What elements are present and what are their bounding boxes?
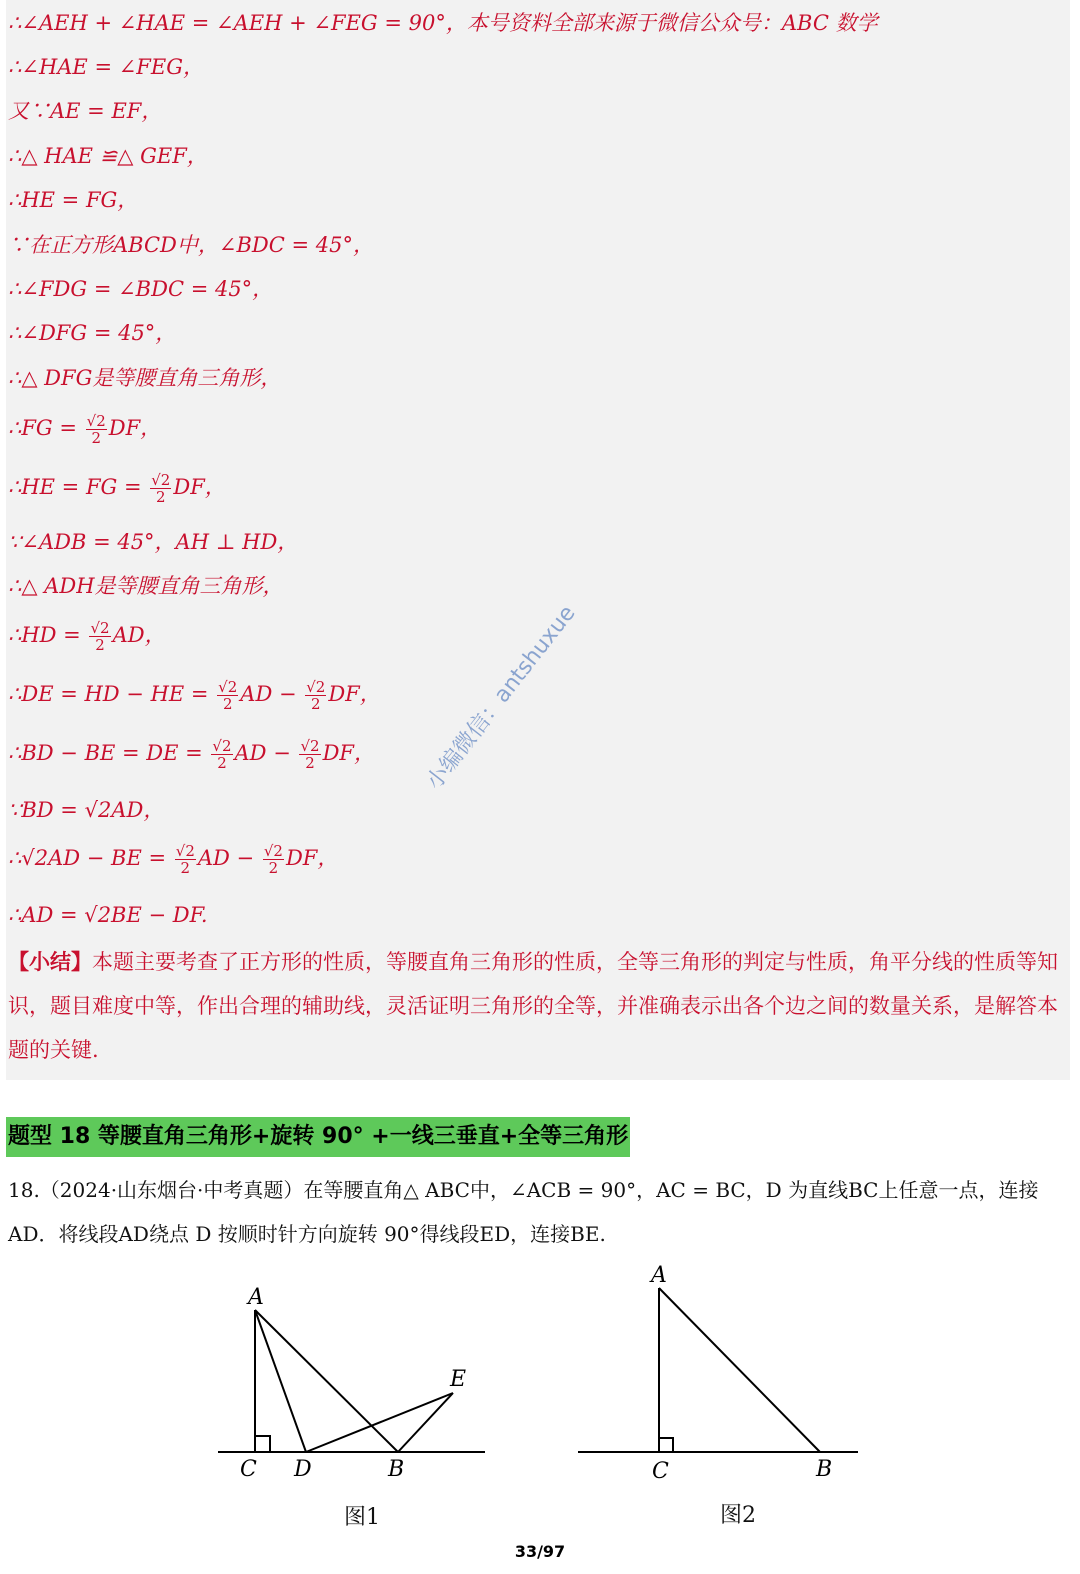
solution-line xyxy=(8,795,164,825)
fraction-numerator: √2 xyxy=(306,678,326,696)
fraction-denominator: 2 xyxy=(305,754,315,772)
solution-line xyxy=(8,413,161,446)
fraction xyxy=(175,843,196,876)
line-text: ∴∠FDG = ∠BDC = 45°， xyxy=(8,277,274,301)
solution-line xyxy=(8,571,284,601)
figure-1-caption: 图1 xyxy=(344,1505,380,1530)
fraction-numerator: √2 xyxy=(212,737,232,755)
line-text: ∴HD = xyxy=(8,623,88,647)
solution-line xyxy=(8,679,381,712)
line-text: ∵∠ADB = 45°，AH ⊥ HD， xyxy=(8,530,299,554)
fig1-label-d: D xyxy=(294,1457,312,1480)
fraction xyxy=(89,620,110,653)
solution-line xyxy=(8,230,374,260)
line-text: AD − xyxy=(234,741,298,765)
fig2-right-angle-mark xyxy=(659,1438,673,1452)
line-text: DF， xyxy=(328,682,381,706)
fraction-numerator: √2 xyxy=(151,471,171,489)
line-text: 又∵AE = EF， xyxy=(8,99,163,123)
fig1-segment-ad xyxy=(255,1310,306,1452)
fraction xyxy=(150,472,171,505)
fig1-segment-ab xyxy=(255,1310,398,1452)
fig2-label-a: A xyxy=(651,1263,667,1288)
figure-2 xyxy=(570,1260,870,1489)
fraction xyxy=(86,413,107,446)
line-text: ∴BD − BE = DE = xyxy=(8,741,210,765)
fraction-numerator: √2 xyxy=(300,737,320,755)
summary-tag: 【小结】 xyxy=(8,949,92,974)
figure-2-drawing xyxy=(570,1260,870,1485)
line-text: ∴FG = xyxy=(8,416,84,440)
line-text: ∴DE = HD − HE = xyxy=(8,682,216,706)
watermark: 小编微信：antshuxue xyxy=(421,601,581,795)
solution-line xyxy=(8,363,281,393)
solution-line xyxy=(8,843,338,876)
fraction-denominator: 2 xyxy=(180,859,191,877)
fraction-denominator: 2 xyxy=(311,695,321,713)
section-heading: 题型 18 等腰直角三角形+旋转 90° +一线三垂直+全等三角形 xyxy=(6,1117,630,1157)
fraction-denominator: 2 xyxy=(268,859,279,877)
fraction-denominator: 2 xyxy=(156,488,166,506)
summary xyxy=(8,940,1062,1072)
line-text: ∴△ HAE ≌△ GEF， xyxy=(8,144,208,168)
solution-line xyxy=(8,274,273,304)
line-text: ∵BD = √2AD， xyxy=(8,798,165,822)
fraction-numerator: √2 xyxy=(218,678,238,696)
summary-text: 本题主要考查了正方形的性质，等腰直角三角形的性质，全等三角形的判定与性质，角平分线的性质等知识，题目难度中等，作出合理的辅助线，灵活证明三角形的全等，并准确表示出各个边之间的数量关系，是解答本题的关键. xyxy=(8,950,1058,1062)
solution-line xyxy=(8,52,204,82)
line-text: ∴∠AEH + ∠HAE = ∠AEH + ∠FEG = 90°，本号资料全部来源于微信公众号：ABC 数学 xyxy=(8,11,878,35)
fig1-label-e: E xyxy=(450,1367,467,1392)
fraction xyxy=(217,679,238,712)
fig1-label-b: B xyxy=(388,1457,405,1480)
fig2-label-c: C xyxy=(652,1459,669,1484)
fraction-denominator: 2 xyxy=(95,636,105,654)
fig2-segment-ab xyxy=(659,1288,820,1452)
fraction-numerator: √2 xyxy=(86,412,106,430)
fraction-denominator: 2 xyxy=(217,754,227,772)
solution-line xyxy=(8,141,208,171)
fraction-numerator: √2 xyxy=(263,842,283,860)
fig1-label-c: C xyxy=(240,1457,257,1480)
line-text: DF， xyxy=(285,846,339,870)
line-text: ∴HE = FG = xyxy=(8,475,149,499)
line-text: ∴∠HAE = ∠FEG， xyxy=(8,55,204,79)
line-text: AD − xyxy=(240,682,304,706)
line-text: ∴△ ADH是等腰直角三角形， xyxy=(8,574,284,598)
solution-line xyxy=(8,318,176,348)
page-number: 33/97 xyxy=(514,1542,566,1561)
fig1-segment-eb xyxy=(398,1393,453,1452)
fraction xyxy=(263,843,284,876)
solution-line xyxy=(8,527,298,557)
line-text: ∴HE = FG， xyxy=(8,188,139,212)
fraction-denominator: 2 xyxy=(222,695,233,713)
line-text: DF， xyxy=(173,475,226,499)
line-text: DF， xyxy=(322,741,375,765)
fig1-label-a: A xyxy=(248,1285,264,1310)
figure-1-drawing xyxy=(210,1280,500,1480)
problem-statement: 18.（2024·山东烟台·中考真题）在等腰直角△ ABC中，∠ACB = 90°，AC = BC，D 为直线BC上任意一点，连接AD．将线段AD绕点 D 按顺时针方向旋转 90°得线段ED，连接BE. xyxy=(8,1178,1039,1246)
fraction xyxy=(305,679,326,712)
line-text: ∵在正方形ABCD中，∠BDC = 45°， xyxy=(8,233,374,257)
figure-2-caption: 图2 xyxy=(720,1503,756,1528)
line-text: AD， xyxy=(112,623,166,647)
solution-line xyxy=(8,738,375,771)
solution-line xyxy=(8,472,226,505)
line-text: ∴AD = √2BE − DF. xyxy=(8,903,208,927)
fig1-right-angle-mark xyxy=(255,1436,270,1452)
line-text: DF， xyxy=(108,416,162,440)
fraction-numerator: √2 xyxy=(175,842,195,860)
figure-1 xyxy=(210,1280,500,1484)
fig1-segment-de xyxy=(306,1393,453,1452)
line-text: ∴△ DFG是等腰直角三角形， xyxy=(8,366,282,390)
fraction xyxy=(299,738,320,771)
line-text: ∴√2AD − BE = xyxy=(8,846,173,870)
solution-line xyxy=(8,900,208,930)
fraction xyxy=(211,738,232,771)
fraction-denominator: 2 xyxy=(91,429,101,447)
solution-line xyxy=(8,620,166,653)
line-text: ∴∠DFG = 45°， xyxy=(8,321,177,345)
solution-line xyxy=(8,8,878,38)
fig2-label-b: B xyxy=(816,1457,833,1482)
fraction-numerator: √2 xyxy=(90,619,110,637)
solution-line xyxy=(8,96,162,126)
line-text: AD − xyxy=(197,846,261,870)
solution-line xyxy=(8,185,138,215)
